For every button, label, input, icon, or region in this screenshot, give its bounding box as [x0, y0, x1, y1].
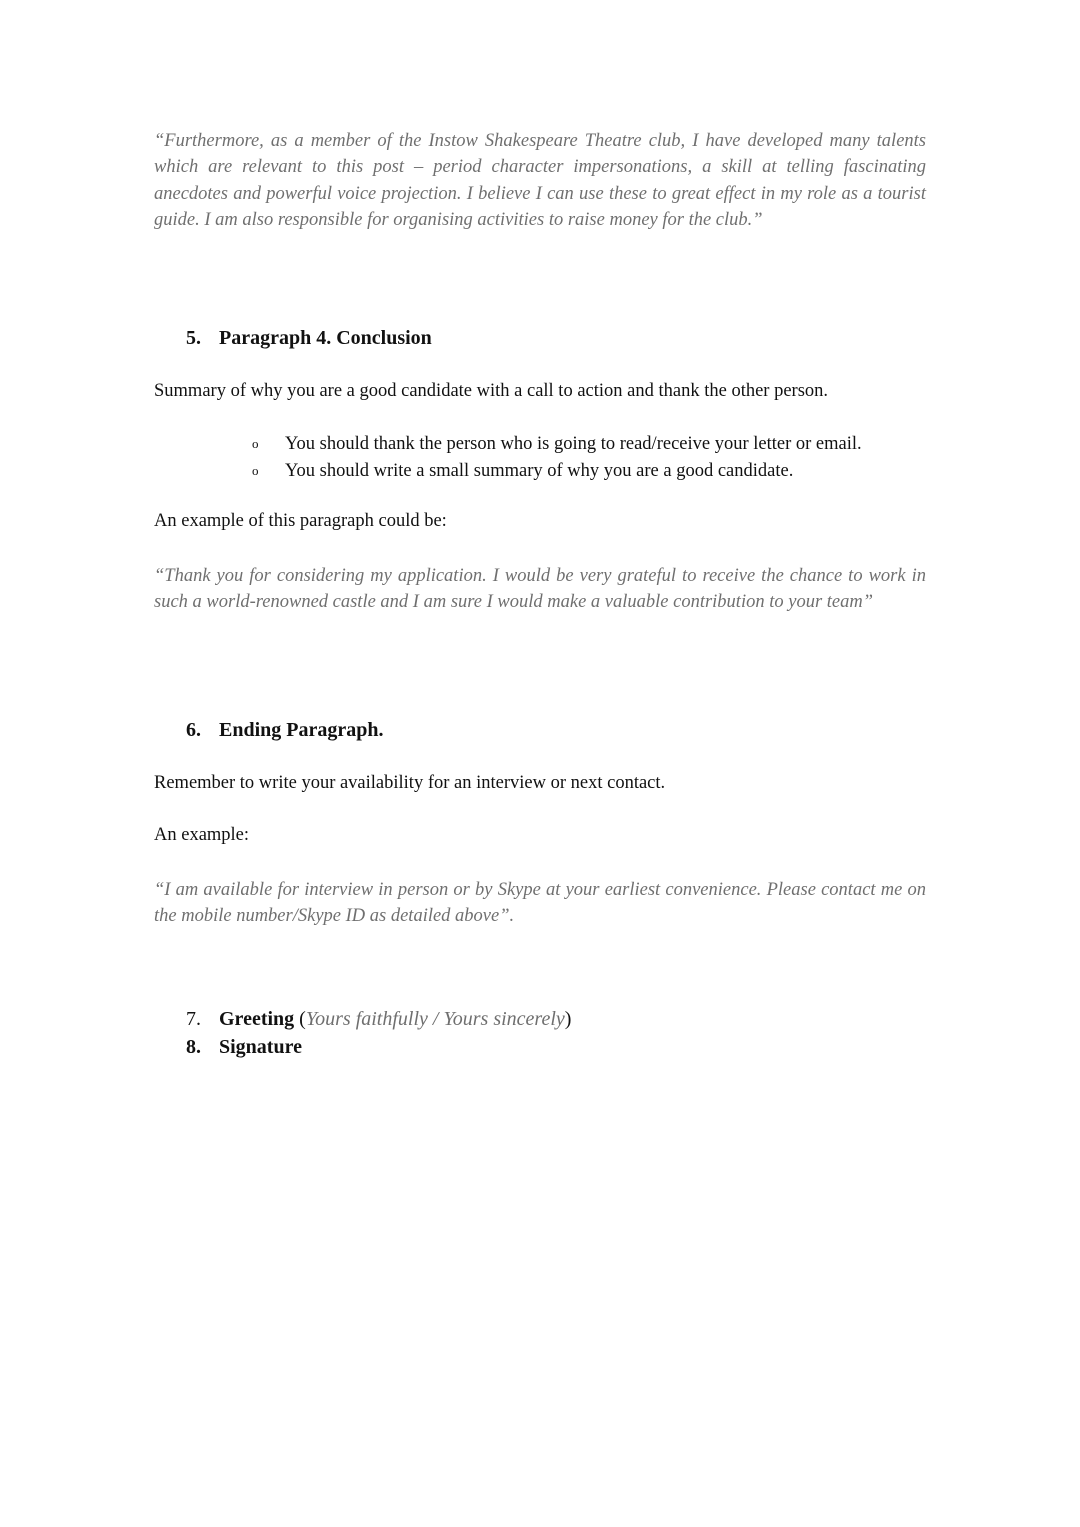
section-5-bullet-list [252, 431, 862, 485]
list-item [252, 431, 862, 458]
greeting-number: 7. [186, 1008, 201, 1030]
list-item-signature [186, 1034, 571, 1062]
section-6-number: 6. [186, 719, 201, 741]
list-item-greeting [186, 1006, 571, 1034]
section-6-example-quote: “I am available for interview in person or by Skype at your earliest convenience. Please contact me on the mobile number/Skype ID as detailed above”. [154, 880, 926, 927]
hollow-bullet-icon: o [252, 436, 259, 452]
section-6-title: Ending Paragraph. [219, 719, 384, 741]
bullet-text: You should thank the person who is going to read/receive your letter or email. [285, 434, 862, 454]
section-6-example-intro: An example: [154, 825, 250, 845]
greeting-note: Yours faithfully / Yours sincerely [305, 1008, 565, 1030]
greeting-paren-open: ( [299, 1008, 306, 1030]
signature-number: 8. [186, 1035, 201, 1058]
section-6-summary: Remember to write your availability for an interview or next contact. [154, 773, 666, 793]
section-5-number: 5. [186, 327, 201, 349]
signature-title: Signature [219, 1035, 302, 1058]
bullet-text: You should write a small summary of why you are a good candidate. [285, 461, 794, 481]
list-item [252, 458, 862, 485]
closing-items-list [186, 1006, 571, 1061]
hollow-bullet-icon: o [252, 463, 259, 479]
section-5-example-quote: “Thank you for considering my application. I would be very grateful to receive the chance to work in such a world-renowned castle and I am sure I would make a valuable contribution to your team” [154, 566, 926, 613]
greeting-title: Greeting [219, 1008, 295, 1030]
section-5-summary: Summary of why you are a good candidate with a call to action and thank the other person. [154, 381, 829, 401]
section-5-example-intro: An example of this paragraph could be: [154, 511, 447, 531]
greeting-paren-close: ) [564, 1008, 572, 1030]
section-5-title: Paragraph 4. Conclusion [219, 327, 432, 349]
intro-quote: “Furthermore, as a member of the Instow Shakespeare Theatre club, I have developed many talents which are relevant to this post – period character impersonations, a skill at telling fascinating anecdotes and powerful voice projection. I believe I can use these to great effect in my role as a tourist guide. I am also responsible for organising activities to raise money for the club.” [154, 131, 926, 230]
section-6-heading [186, 719, 383, 742]
section-5-heading [186, 327, 432, 350]
